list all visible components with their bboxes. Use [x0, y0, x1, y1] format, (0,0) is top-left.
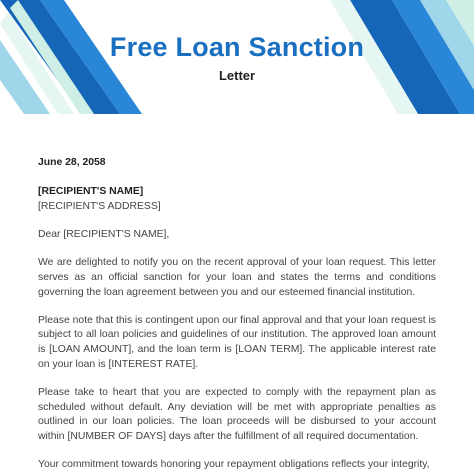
paragraph-commitment: Your commitment towards honoring your repayment obligations reflects your integrity, — [38, 458, 430, 470]
paragraph-repayment: Please take to heart that you are expected to comply with the repayment plan as scheduled without default. Any deviation will be met with appropriate penalties as outlined in our loan policies. The loan proceeds will be disbursed to your account within [NUMBER OF DAYS] days after the fulfillment of all required documentation. — [38, 386, 436, 443]
letter-date: June 28, 2058 — [38, 157, 106, 168]
recipient-name: [RECIPIENT'S NAME] — [38, 185, 144, 197]
salutation: Dear [RECIPIENT'S NAME], — [38, 229, 170, 241]
document-subtitle: Letter — [218, 68, 256, 83]
document-title: Free Loan Sanction — [109, 32, 365, 62]
paragraph-terms: Please note that this is contingent upon our final approval and that your loan request is subject to all loan policies and guidelines of our institution. The approved loan amount is [LOAN AMOUNT], and the loan term is [LOAN TERM]. The applicable interest rate on your loan is [INTEREST RATE]. — [38, 314, 436, 370]
letter-body — [38, 156, 436, 474]
paragraph-approval: We are delighted to notify you on the recent approval of your loan request. This letter serves as an official sanction for your loan and states the terms and conditions governing the loan agreement between you and our esteemed financial institution. — [38, 257, 436, 298]
recipient-address: [RECIPIENT'S ADDRESS] — [38, 200, 161, 212]
header-banner — [0, 0, 474, 114]
